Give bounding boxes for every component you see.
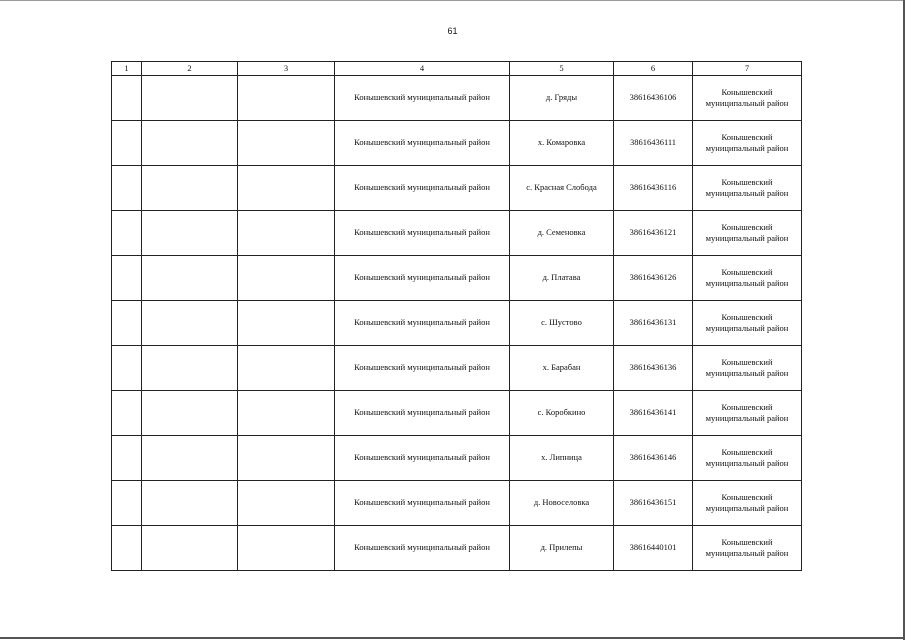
- cell-col1: [112, 301, 142, 346]
- cell-district: Конышевский муниципальный район: [335, 391, 510, 436]
- cell-col2: [142, 526, 238, 571]
- column-header-7: 7: [693, 62, 802, 76]
- cell-col1: [112, 76, 142, 121]
- cell-municipality: Конышевский муниципальный район: [693, 436, 802, 481]
- cell-settlement: х. Липница: [510, 436, 614, 481]
- cell-col1: [112, 211, 142, 256]
- cell-municipality: Конышевский муниципальный район: [693, 526, 802, 571]
- cell-col3: [238, 526, 335, 571]
- cell-col2: [142, 256, 238, 301]
- cell-district: Конышевский муниципальный район: [335, 76, 510, 121]
- table-row: [112, 346, 802, 391]
- table-row: [112, 121, 802, 166]
- page-number: 61: [447, 26, 458, 36]
- cell-district: Конышевский муниципальный район: [335, 301, 510, 346]
- table-row: [112, 436, 802, 481]
- cell-col2: [142, 76, 238, 121]
- cell-oktmo-code: 38616436126: [614, 256, 693, 301]
- cell-settlement: д. Новоселовка: [510, 481, 614, 526]
- cell-col2: [142, 211, 238, 256]
- cell-col3: [238, 211, 335, 256]
- header-row: [112, 62, 802, 76]
- cell-oktmo-code: 38616436106: [614, 76, 693, 121]
- cell-col3: [238, 121, 335, 166]
- table-row: [112, 76, 802, 121]
- cell-col1: [112, 166, 142, 211]
- cell-col2: [142, 166, 238, 211]
- cell-col3: [238, 166, 335, 211]
- cell-district: Конышевский муниципальный район: [335, 166, 510, 211]
- cell-municipality: Конышевский муниципальный район: [693, 211, 802, 256]
- cell-district: Конышевский муниципальный район: [335, 346, 510, 391]
- cell-col2: [142, 346, 238, 391]
- column-header-6: 6: [614, 62, 693, 76]
- page-top-edge: [0, 0, 905, 1]
- cell-municipality: Конышевский муниципальный район: [693, 121, 802, 166]
- cell-col2: [142, 436, 238, 481]
- table-row: [112, 166, 802, 211]
- cell-col3: [238, 391, 335, 436]
- cell-settlement: д. Гряды: [510, 76, 614, 121]
- table-body: [112, 76, 802, 571]
- cell-col3: [238, 436, 335, 481]
- cell-settlement: д. Прилепы: [510, 526, 614, 571]
- cell-col1: [112, 436, 142, 481]
- cell-district: Конышевский муниципальный район: [335, 121, 510, 166]
- cell-col1: [112, 256, 142, 301]
- cell-municipality: Конышевский муниципальный район: [693, 256, 802, 301]
- cell-district: Конышевский муниципальный район: [335, 211, 510, 256]
- cell-oktmo-code: 38616440101: [614, 526, 693, 571]
- cell-settlement: с. Коробкино: [510, 391, 614, 436]
- cell-col1: [112, 346, 142, 391]
- cell-col3: [238, 301, 335, 346]
- cell-oktmo-code: 38616436116: [614, 166, 693, 211]
- cell-settlement: х. Барабан: [510, 346, 614, 391]
- column-header-2: 2: [142, 62, 238, 76]
- cell-municipality: Конышевский муниципальный район: [693, 76, 802, 121]
- cell-col3: [238, 256, 335, 301]
- table-row: [112, 391, 802, 436]
- column-header-3: 3: [238, 62, 335, 76]
- cell-col2: [142, 121, 238, 166]
- column-header-4: 4: [335, 62, 510, 76]
- table-row: [112, 481, 802, 526]
- cell-oktmo-code: 38616436121: [614, 211, 693, 256]
- cell-col1: [112, 121, 142, 166]
- cell-col2: [142, 301, 238, 346]
- cell-settlement: д. Семеновка: [510, 211, 614, 256]
- cell-col2: [142, 391, 238, 436]
- cell-col3: [238, 346, 335, 391]
- cell-settlement: х. Комаровка: [510, 121, 614, 166]
- cell-settlement: с. Красная Слобода: [510, 166, 614, 211]
- cell-col2: [142, 481, 238, 526]
- table-header: [112, 62, 802, 76]
- cell-municipality: Конышевский муниципальный район: [693, 301, 802, 346]
- cell-oktmo-code: 38616436131: [614, 301, 693, 346]
- cell-col1: [112, 391, 142, 436]
- cell-municipality: Конышевский муниципальный район: [693, 346, 802, 391]
- cell-oktmo-code: 38616436111: [614, 121, 693, 166]
- cell-district: Конышевский муниципальный район: [335, 256, 510, 301]
- cell-district: Конышевский муниципальный район: [335, 526, 510, 571]
- column-header-1: 1: [112, 62, 142, 76]
- document-table: [111, 61, 802, 571]
- cell-oktmo-code: 38616436136: [614, 346, 693, 391]
- cell-district: Конышевский муниципальный район: [335, 481, 510, 526]
- cell-col1: [112, 526, 142, 571]
- table-row: [112, 301, 802, 346]
- table-row: [112, 256, 802, 301]
- column-header-5: 5: [510, 62, 614, 76]
- cell-oktmo-code: 38616436151: [614, 481, 693, 526]
- page-bottom-edge: [0, 637, 905, 639]
- cell-oktmo-code: 38616436146: [614, 436, 693, 481]
- cell-municipality: Конышевский муниципальный район: [693, 481, 802, 526]
- cell-settlement: д. Платава: [510, 256, 614, 301]
- cell-settlement: с. Шустово: [510, 301, 614, 346]
- cell-district: Конышевский муниципальный район: [335, 436, 510, 481]
- cell-oktmo-code: 38616436141: [614, 391, 693, 436]
- cell-col3: [238, 481, 335, 526]
- cell-col3: [238, 76, 335, 121]
- cell-municipality: Конышевский муниципальный район: [693, 391, 802, 436]
- table-row: [112, 211, 802, 256]
- table-row: [112, 526, 802, 571]
- cell-municipality: Конышевский муниципальный район: [693, 166, 802, 211]
- cell-col1: [112, 481, 142, 526]
